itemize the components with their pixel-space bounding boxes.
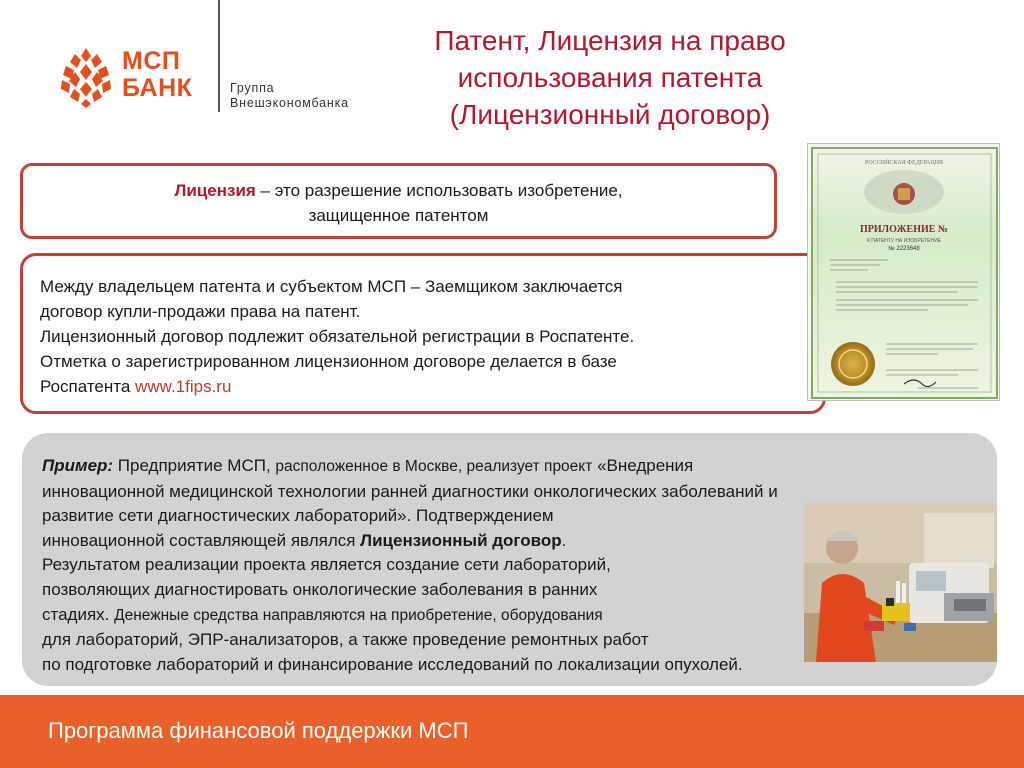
logo-line-bank: БАНК — [122, 74, 193, 102]
example-line-2: инновационной медицинской технологии ранней диагностики онкологических заболеваний и — [42, 481, 778, 501]
logo-line-msp: МСП — [122, 47, 181, 75]
logo-group-line2: Внешэкономбанка — [230, 96, 349, 110]
definition-text: – это разрешение использовать изобретение, — [255, 181, 623, 200]
example-line-8: для лабораторий, ЭПР-анализаторов, а также проведение ремонтных работ — [42, 630, 649, 650]
laboratory-photo — [804, 503, 997, 662]
example-line-1 — [42, 454, 997, 480]
example-line-1b: расположенное в Москве, реализует проект — [275, 458, 593, 475]
logo-divider — [218, 0, 220, 112]
example-line-4a: инновационной составляющей являлся — [42, 530, 361, 550]
title-line-1: Патент, Лицензия на право — [434, 25, 786, 56]
rospatent-link[interactable]: www.1fips.ru — [135, 377, 232, 396]
definition-line-2: защищенное патентом — [308, 206, 489, 225]
definition-term: Лицензия — [174, 181, 256, 200]
title-line-2: использования патента — [457, 62, 763, 93]
certificate-graphic — [808, 144, 1000, 401]
contract-line-1: Между владельцем патента и субъектом МСП – Заемщиком заключается — [40, 277, 623, 296]
certificate-heading: ПРИЛОЖЕНИЕ № — [860, 224, 948, 235]
contract-line-2: договор купли-продажи права на патент. — [40, 302, 361, 321]
logo-wordmark — [122, 48, 192, 102]
example-line-6: позволяющих диагностировать онкологические заболевания в ранних — [42, 579, 598, 599]
example-line-7a: стадиях. — [42, 604, 115, 624]
example-label: Пример: — [42, 456, 114, 475]
example-line-1c: «Внедрения — [592, 456, 694, 475]
title-line-3: (Лицензионный договор) — [449, 99, 771, 130]
contract-line-4: Отметка о зарегистрированном лицензионном договоре делается в базе — [40, 352, 617, 371]
logo-pinecone-icon — [58, 46, 114, 108]
example-line-3: развитие сети диагностических лабораторий». Подтверждением — [42, 506, 554, 526]
contract-line-5-prefix: Роспатента — [40, 377, 136, 396]
certificate-header: РОССИЙСКАЯ ФЕДЕРАЦИЯ — [864, 160, 944, 166]
laboratory-photo-graphic — [804, 503, 997, 662]
example-line-1a: Предприятие МСП, — [113, 456, 276, 475]
example-line-9: по подготовке лабораторий и финансирование исследований по локализации опухолей. — [42, 654, 743, 674]
msp-bank-logo — [58, 40, 358, 130]
footer-bar — [0, 695, 1024, 768]
license-contract-box — [20, 253, 826, 414]
certificate-subheading: К ПАТЕНТУ НА ИЗОБРЕТЕНИЕ — [866, 238, 942, 244]
example-line-4-bold: Лицензионный договор — [360, 530, 562, 550]
license-definition-box — [20, 163, 777, 239]
slide-title — [370, 22, 850, 133]
logo-group-line1: Группа — [230, 81, 275, 95]
footer-text: Программа финансовой поддержки МСП — [48, 718, 469, 743]
logo-group-caption — [230, 81, 349, 111]
definition-line-1 — [23, 178, 774, 203]
example-line-4c: . — [561, 530, 567, 550]
example-line-7b: Денежные средства направляются на приобретение, оборудования — [114, 606, 603, 624]
contract-line-3: Лицензионный договор подлежит обязательной регистрации в Роспатенте. — [40, 327, 635, 346]
contract-line-5 — [40, 374, 823, 399]
certificate-number: № 2223648 — [888, 246, 920, 252]
patent-certificate-image — [807, 143, 1000, 401]
example-line-5: Результатом реализации проекта является создание сети лабораторий, — [42, 555, 611, 575]
